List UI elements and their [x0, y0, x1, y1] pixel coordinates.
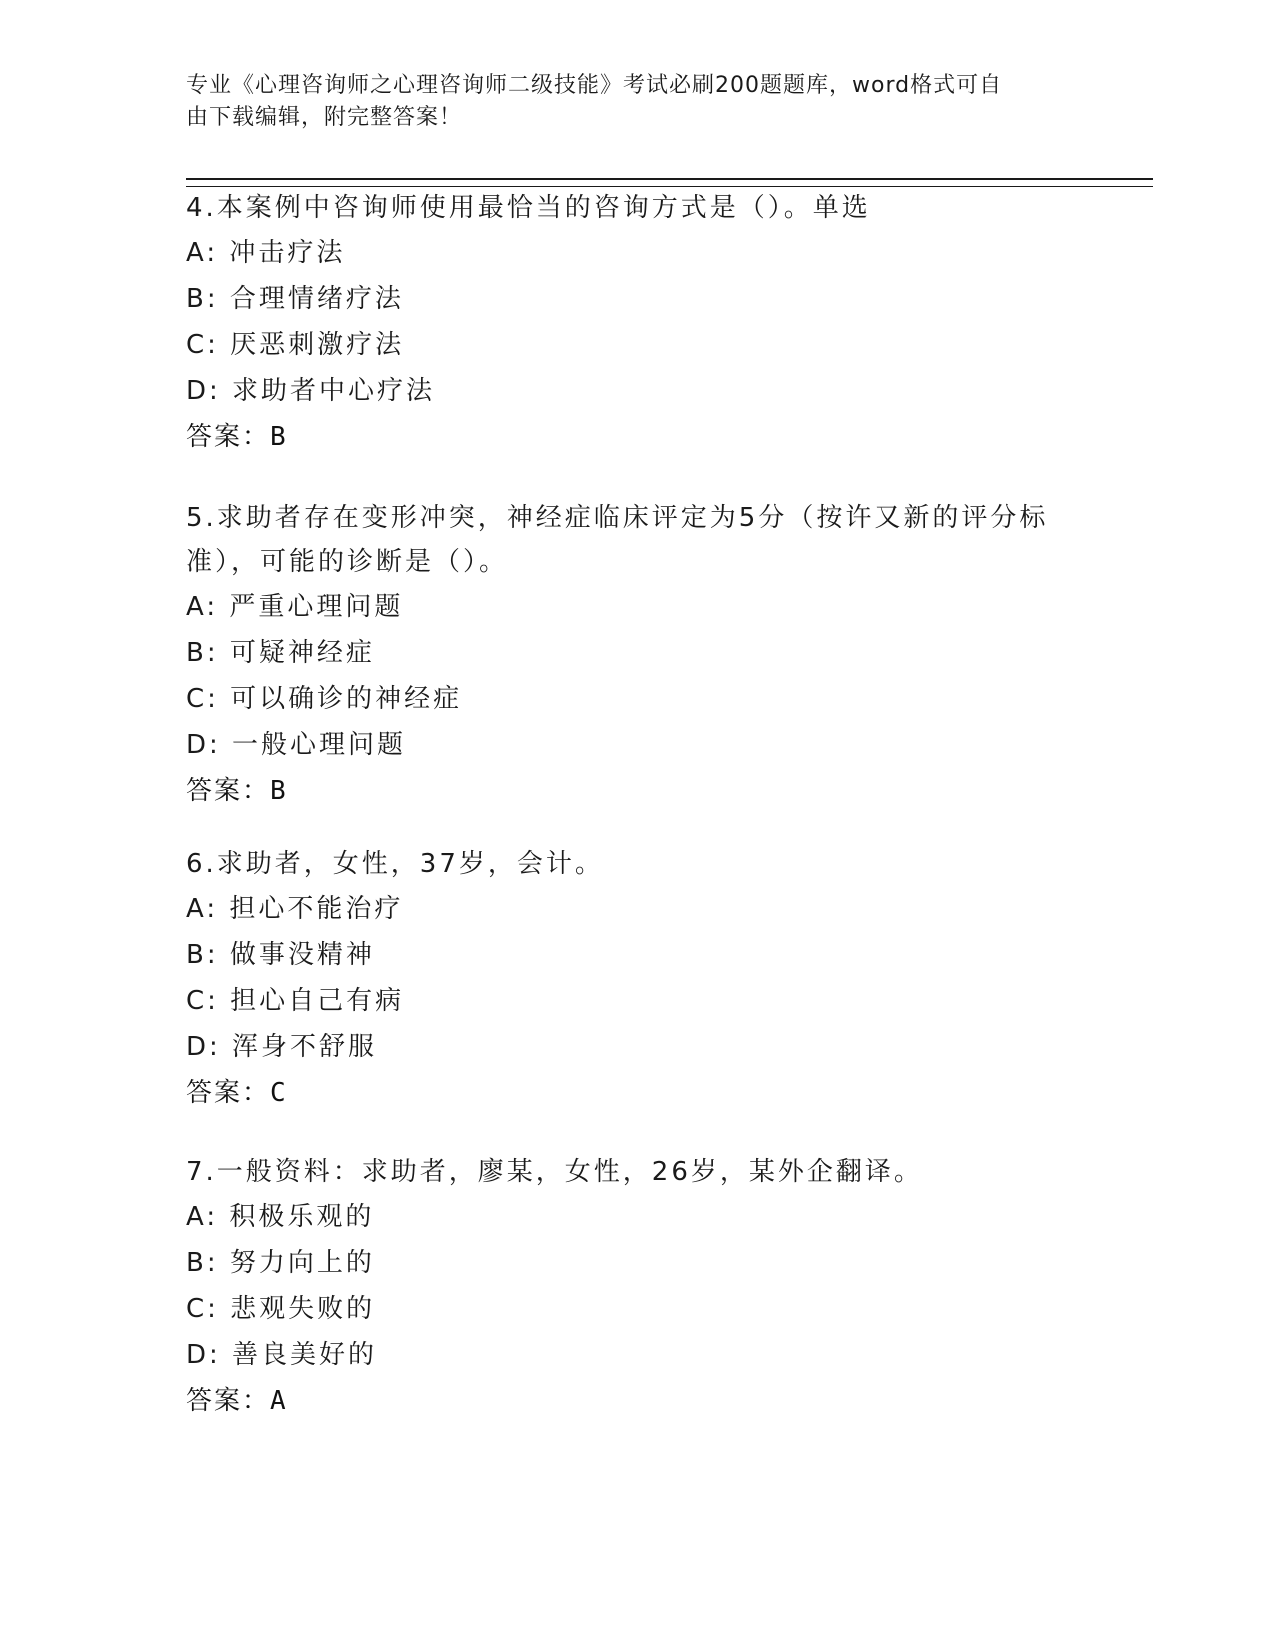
question-stem: 6.求助者，女性，37岁，会计。	[186, 849, 604, 879]
option-b: B: 做事没精神	[186, 940, 375, 970]
answer-value: B	[270, 422, 288, 452]
answer-label: 答案：	[186, 422, 271, 452]
option-c: C: 担心自己有病	[186, 986, 405, 1016]
question-block-7	[186, 1150, 1086, 1424]
option-b: B: 可疑神经症	[186, 638, 375, 668]
answer-value: A	[270, 1386, 288, 1416]
option-d: D: 浑身不舒服	[186, 1032, 378, 1062]
option-d: D: 求助者中心疗法	[186, 376, 436, 406]
answer-line	[186, 768, 1086, 814]
answer-line	[186, 1378, 1086, 1424]
option-c: C: 可以确诊的神经症	[186, 684, 463, 714]
option-a: A: 积极乐观的	[186, 1202, 375, 1232]
option-a: A: 担心不能治疗	[186, 894, 404, 924]
document-header	[186, 70, 1066, 134]
header-line-1: 专业《心理咨询师之心理咨询师二级技能》考试必刷200题题库，word格式可自	[186, 73, 1003, 98]
answer-label: 答案：	[186, 1078, 271, 1108]
question-block-4	[186, 186, 1086, 460]
answer-line	[186, 1070, 1086, 1116]
answer-label: 答案：	[186, 1386, 271, 1416]
option-d: D: 一般心理问题	[186, 730, 407, 760]
question-stem: 5.求助者存在变形冲突，神经症临床评定为5分（按许又新的评分标	[186, 503, 1049, 533]
option-c: C: 悲观失败的	[186, 1294, 376, 1324]
option-b: B: 努力向上的	[186, 1248, 375, 1278]
answer-value: C	[270, 1078, 288, 1108]
answer-line	[186, 414, 1086, 460]
question-block-5	[186, 496, 1086, 814]
option-b: B: 合理情绪疗法	[186, 284, 404, 314]
answer-value: B	[270, 776, 288, 806]
question-stem: 4.本案例中咨询师使用最恰当的咨询方式是（）。单选	[186, 193, 871, 223]
question-block-6	[186, 842, 1086, 1116]
option-d: D: 善良美好的	[186, 1340, 378, 1370]
question-stem: 7.一般资料：求助者，廖某，女性，26岁，某外企翻译。	[186, 1157, 923, 1187]
question-stem-continued: 准），可能的诊断是（）。	[186, 547, 509, 577]
option-c: C: 厌恶刺激疗法	[186, 330, 405, 360]
answer-label: 答案：	[186, 776, 271, 806]
option-a: A: 冲击疗法	[186, 238, 346, 268]
header-line-2: 由下载编辑，附完整答案！	[186, 105, 463, 130]
option-a: A: 严重心理问题	[186, 592, 404, 622]
